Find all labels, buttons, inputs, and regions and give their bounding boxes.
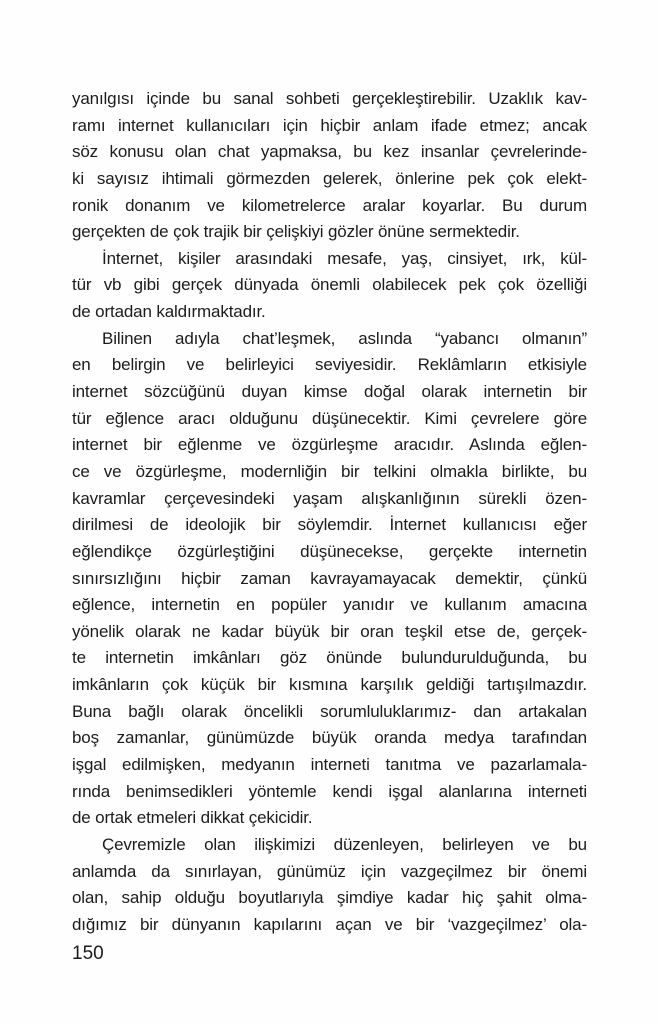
text-line: kavramlar çerçevesindeki yaşam alışkanlığının sürekli özen- bbox=[72, 488, 587, 508]
text-line: olan, sahip olduğu boyutlarıyla şimdiye kadar hiç şahit olma- bbox=[72, 888, 587, 908]
text-line: dirilmesi de ideolojik bir söylemdir. İnternet kullanıcısı eğer bbox=[72, 515, 587, 535]
text-line: sınırsızlığını hiçbir zaman kavrayamayacak demektir, çünkü bbox=[72, 568, 587, 588]
text-line: internet bir eğlenme ve özgürleşme aracıdır. Aslında eğlen- bbox=[72, 435, 587, 455]
text-line: ki sayısız ihtimali görmezden gelerek, önlerine pek çok elekt- bbox=[72, 168, 587, 188]
text-line: yanılgısı içinde bu sanal sohbeti gerçekleştirebilir. Uzaklık kav- bbox=[72, 89, 587, 108]
text-line: eğlence, internetin en popüler yanıdır ve kullanım amacına bbox=[72, 595, 587, 615]
text-block bbox=[72, 86, 587, 939]
text-line: işgal edilmişken, medyanın interneti tanıtma ve pazarlamala- bbox=[72, 755, 587, 775]
text-line: eğlendikçe özgürleştiğini düşünecekse, gerçekte internetin bbox=[72, 541, 587, 561]
text-line: de ortak etmeleri dikkat çekicidir. bbox=[72, 808, 313, 828]
text-line: de ortadan kaldırmaktadır. bbox=[72, 302, 266, 322]
page-number: 150 bbox=[72, 943, 104, 964]
text-line: te internetin imkânları göz önünde bulundurulduğunda, bu bbox=[72, 648, 587, 668]
text-line: tür vb gibi gerçek dünyada önemli olabilecek pek çok özelliği bbox=[72, 275, 587, 295]
text-line: İnternet, kişiler arasındaki mesafe, yaş, cinsiyet, ırk, kül- bbox=[102, 248, 587, 268]
text-line: ramı internet kullanıcıları için hiçbir anlam ifade etmez; ancak bbox=[72, 115, 587, 135]
text-line: Bilinen adıyla chat’leşmek, aslında “yabancı olmanın” bbox=[102, 328, 587, 348]
text-line: internet sözcüğünü duyan kimse doğal olarak internetin bir bbox=[72, 382, 587, 402]
text-line: gerçekten de çok trajik bir çelişkiyi gözler önüne sermektedir. bbox=[72, 222, 520, 242]
text-line: ronik donanım ve kilometrelerce aralar koyarlar. Bu durum bbox=[72, 195, 587, 215]
text-line: en belirgin ve belirleyici seviyesidir. Reklâmların etkisiyle bbox=[72, 355, 587, 375]
text-line: boş zamanlar, günümüzde büyük oranda medya tarafından bbox=[72, 728, 587, 748]
text-line: yönelik olarak ne kadar büyük bir oran teşkil etse de, gerçek- bbox=[72, 621, 587, 641]
text-line: söz konusu olan chat yapmaksa, bu kez insanlar çevrelerinde- bbox=[72, 142, 587, 162]
text-line: Buna bağlı olarak öncelikli sorumluluklarımız- dan artakalan bbox=[72, 701, 587, 721]
text-line: anlamda da sınırlayan, günümüz için vazgeçilmez bir önemi bbox=[72, 861, 587, 881]
text-line: dığımız bir dünyanın kapılarını açan ve bir ‘vazgeçilmez’ ola- bbox=[72, 914, 587, 934]
text-line: Çevremizle olan ilişkimizi düzenleyen, belirleyen ve bu bbox=[102, 834, 587, 854]
text-line: ce ve özgürleşme, modernliğin bir telkini olmakla birlikte, bu bbox=[72, 461, 587, 481]
text-line: rında benimsedikleri yöntemle kendi işgal alanlarına interneti bbox=[72, 781, 587, 801]
text-line: imkânların çok küçük bir kısmına karşılık geldiği tartışılmazdır. bbox=[72, 675, 587, 695]
text-line: tür eğlence aracı olduğunu düşünecektir. Kimi çevrelere göre bbox=[72, 408, 587, 428]
